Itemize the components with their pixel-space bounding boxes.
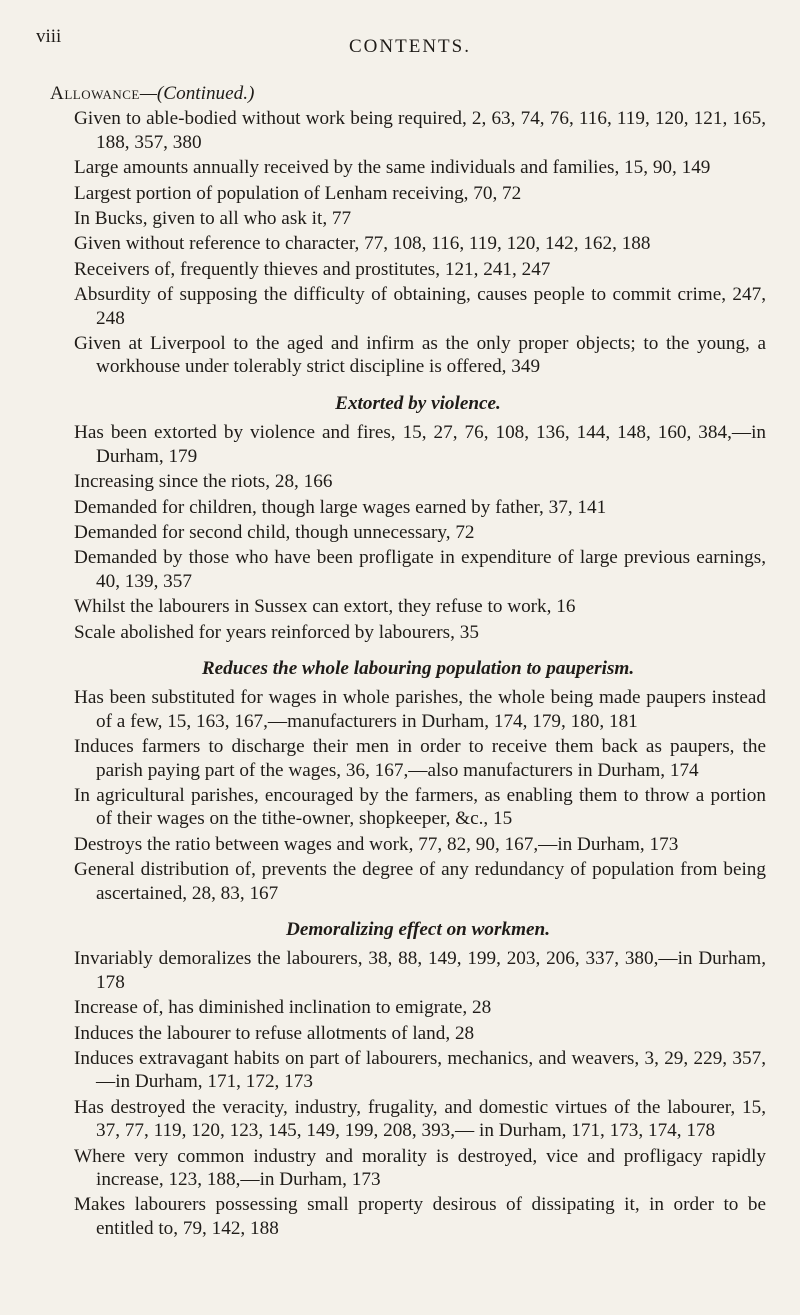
index-entry: General distribution of, prevents the degree of any redundancy of population from being ascertained, 28, 83, 167 xyxy=(74,859,766,904)
index-entry: Whilst the labourers in Sussex can extort, they refuse to work, 16 xyxy=(74,596,576,618)
index-entry: Large amounts annually received by the same individuals and families, 15, 90, 149 xyxy=(74,157,711,179)
section-title: Reduces the whole labouring population to pauperism. xyxy=(201,657,635,679)
index-entry: Demanded by those who have been profligate in expenditure of large previous earnings, 40, 139, 357 xyxy=(74,547,766,592)
index-entry: Given to able-bodied without work being required, 2, 63, 74, 76, 116, 119, 120, 121, 165, 188, 357, 380 xyxy=(74,108,766,153)
section-title: Demoralizing effect on workmen. xyxy=(285,919,550,940)
index-entry: Absurdity of supposing the difficulty of obtaining, causes people to commit crime, 247, 248 xyxy=(74,284,766,329)
page-number: viii xyxy=(36,26,62,47)
section-title: Extorted by violence. xyxy=(335,392,501,414)
index-entry: Receivers of, frequently thieves and prostitutes, 121, 241, 247 xyxy=(74,258,551,280)
index-entry: Has been extorted by violence and fires, 15, 27, 76, 108, 136, 144, 148, 160, 384,—in Durham, 179 xyxy=(74,422,766,467)
section-general xyxy=(50,107,766,378)
index-entry: In Bucks, given to all who ask it, 77 xyxy=(74,208,352,230)
index-entry: Increasing since the riots, 28, 166 xyxy=(74,471,333,493)
index-entry: Induces extravagant habits on part of labourers, mechanics, and weavers, 3, 29, 229, 357,—in Durham, 171, 172, 173 xyxy=(74,1048,766,1093)
index-entry: Demanded for children, though large wages earned by father, 37, 141 xyxy=(74,496,607,518)
index-entry: Has been substituted for wages in whole parishes, the whole being made paupers instead of a few, 15, 163, 167,—manufacturers in Durham, 174, 179, 180, 181 xyxy=(74,687,766,732)
index-entry: Where very common industry and morality is destroyed, vice and profligacy rapidly increase, 123, 188,—in Durham, 173 xyxy=(74,1145,766,1191)
index-content xyxy=(50,82,766,1242)
index-entry: Largest portion of population of Lenham receiving, 70, 72 xyxy=(74,182,522,204)
section-demoralizing xyxy=(50,918,766,1240)
index-entry: Makes labourers possessing small property desirous of dissipating it, in order to be entitled to, 79, 142, 188 xyxy=(74,1194,766,1239)
section-extorted xyxy=(50,392,766,644)
index-entry: Induces farmers to discharge their men in order to receive them back as paupers, the parish paying part of the wages, 36, 167,—also manufacturers in Durham, 174 xyxy=(74,736,766,781)
heading-continued: —(Continued.) xyxy=(139,83,255,104)
index-entry: Given without reference to character, 77, 108, 116, 119, 120, 142, 162, 188 xyxy=(74,233,651,255)
running-title: CONTENTS. xyxy=(349,36,471,57)
index-entry: Increase of, has diminished inclination to emigrate, 28 xyxy=(74,997,492,1019)
index-entry: Scale abolished for years reinforced by labourers, 35 xyxy=(74,621,479,643)
index-entry: In agricultural parishes, encouraged by the farmers, as enabling them to throw a portion of their wages on the tithe-owner, shopkeeper, &c., 15 xyxy=(74,784,766,830)
index-heading xyxy=(50,82,766,105)
index-entry: Has destroyed the veracity, industry, frugality, and domestic virtues of the labourer, 15, 37, 77, 119, 120, 123, 145, 149, 199, 208, 393,— in Durham, 171, 173, 174, 178 xyxy=(74,1096,766,1142)
section-pauperism xyxy=(50,657,766,905)
index-entry: Invariably demoralizes the labourers, 38, 88, 149, 199, 203, 206, 337, 380,—in Durham, 178 xyxy=(74,948,766,993)
index-entry: Given at Liverpool to the aged and infirm as the only proper objects; to the young, a workhouse under tolerably strict discipline is offered, 349 xyxy=(74,333,766,378)
heading-main: Allowance xyxy=(50,83,140,104)
index-entry: Induces the labourer to refuse allotments of land, 28 xyxy=(74,1022,475,1044)
index-entry: Destroys the ratio between wages and work, 77, 82, 90, 167,—in Durham, 173 xyxy=(74,833,679,855)
index-entry: Demanded for second child, though unnecessary, 72 xyxy=(74,521,475,543)
